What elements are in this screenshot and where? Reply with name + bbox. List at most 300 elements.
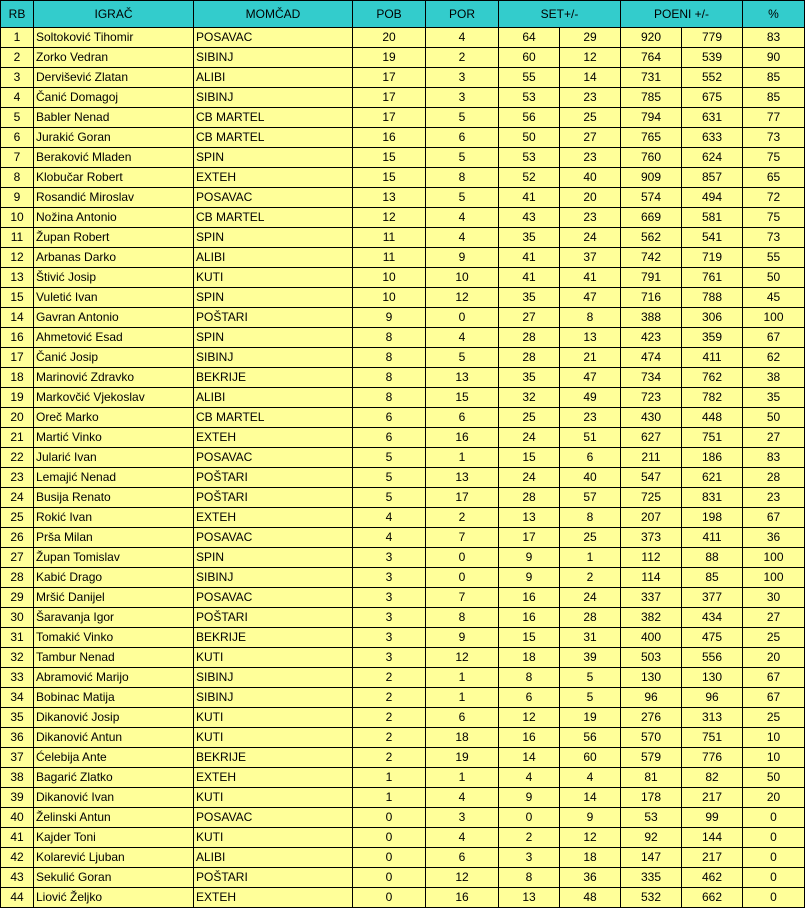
cell-sets-lost: 23 (560, 148, 621, 168)
cell-sets-lost: 14 (560, 788, 621, 808)
cell-sets-won: 9 (499, 568, 560, 588)
cell-team: POSAVAC (194, 808, 353, 828)
cell-percent: 67 (743, 688, 805, 708)
cell-player: Šaravanja Igor (34, 608, 194, 628)
cell-points-lost: 411 (682, 528, 743, 548)
cell-wins: 4 (353, 508, 426, 528)
cell-points-lost: 633 (682, 128, 743, 148)
cell-points-won: 400 (621, 628, 682, 648)
table-row (1, 808, 805, 828)
cell-points-won: 785 (621, 88, 682, 108)
cell-wins: 3 (353, 568, 426, 588)
cell-player: Tambur Nenad (34, 648, 194, 668)
cell-losses: 3 (426, 808, 499, 828)
table-row (1, 328, 805, 348)
table-row (1, 68, 805, 88)
cell-rank: 36 (1, 728, 34, 748)
cell-team: POSAVAC (194, 448, 353, 468)
cell-losses: 5 (426, 188, 499, 208)
cell-player: Jurakić Goran (34, 128, 194, 148)
cell-sets-lost: 9 (560, 808, 621, 828)
cell-wins: 15 (353, 148, 426, 168)
cell-rank: 10 (1, 208, 34, 228)
cell-wins: 3 (353, 548, 426, 568)
cell-sets-won: 53 (499, 88, 560, 108)
cell-team: EXTEH (194, 768, 353, 788)
cell-team: SPIN (194, 288, 353, 308)
cell-team: SPIN (194, 328, 353, 348)
cell-player: Lemajić Nenad (34, 468, 194, 488)
cell-sets-won: 15 (499, 628, 560, 648)
cell-sets-lost: 36 (560, 868, 621, 888)
table-row (1, 868, 805, 888)
cell-percent: 25 (743, 628, 805, 648)
cell-points-won: 791 (621, 268, 682, 288)
cell-percent: 67 (743, 668, 805, 688)
cell-team: KUTI (194, 788, 353, 808)
cell-points-won: 92 (621, 828, 682, 848)
cell-sets-won: 3 (499, 848, 560, 868)
cell-points-lost: 788 (682, 288, 743, 308)
cell-points-lost: 675 (682, 88, 743, 108)
cell-sets-won: 56 (499, 108, 560, 128)
header-percent: % (743, 1, 805, 28)
cell-sets-lost: 1 (560, 548, 621, 568)
cell-sets-lost: 51 (560, 428, 621, 448)
cell-percent: 50 (743, 768, 805, 788)
cell-wins: 20 (353, 28, 426, 48)
cell-rank: 44 (1, 888, 34, 908)
cell-points-lost: 475 (682, 628, 743, 648)
cell-wins: 8 (353, 348, 426, 368)
cell-percent: 20 (743, 648, 805, 668)
table-row (1, 368, 805, 388)
cell-player: Dikanović Ivan (34, 788, 194, 808)
cell-player: Bagarić Zlatko (34, 768, 194, 788)
table-row (1, 408, 805, 428)
cell-wins: 0 (353, 848, 426, 868)
table-row (1, 288, 805, 308)
cell-points-lost: 719 (682, 248, 743, 268)
cell-rank: 25 (1, 508, 34, 528)
cell-points-won: 276 (621, 708, 682, 728)
cell-rank: 27 (1, 548, 34, 568)
cell-losses: 7 (426, 588, 499, 608)
cell-sets-lost: 41 (560, 268, 621, 288)
cell-losses: 0 (426, 548, 499, 568)
cell-wins: 12 (353, 208, 426, 228)
cell-wins: 16 (353, 128, 426, 148)
cell-sets-won: 16 (499, 588, 560, 608)
cell-points-won: 734 (621, 368, 682, 388)
cell-team: BEKRIJE (194, 628, 353, 648)
table-row (1, 748, 805, 768)
table-row (1, 388, 805, 408)
cell-rank: 37 (1, 748, 34, 768)
table-row (1, 488, 805, 508)
cell-points-won: 211 (621, 448, 682, 468)
cell-sets-lost: 31 (560, 628, 621, 648)
table-row (1, 28, 805, 48)
cell-wins: 5 (353, 488, 426, 508)
cell-points-lost: 99 (682, 808, 743, 828)
cell-rank: 7 (1, 148, 34, 168)
cell-team: SPIN (194, 548, 353, 568)
cell-wins: 2 (353, 728, 426, 748)
cell-rank: 34 (1, 688, 34, 708)
cell-percent: 0 (743, 848, 805, 868)
cell-rank: 2 (1, 48, 34, 68)
table-row (1, 268, 805, 288)
cell-sets-won: 50 (499, 128, 560, 148)
cell-points-lost: 541 (682, 228, 743, 248)
cell-points-won: 794 (621, 108, 682, 128)
cell-sets-lost: 19 (560, 708, 621, 728)
cell-points-lost: 377 (682, 588, 743, 608)
cell-points-won: 909 (621, 168, 682, 188)
cell-sets-won: 2 (499, 828, 560, 848)
cell-sets-lost: 40 (560, 468, 621, 488)
cell-rank: 32 (1, 648, 34, 668)
cell-sets-lost: 40 (560, 168, 621, 188)
cell-percent: 85 (743, 88, 805, 108)
cell-sets-lost: 28 (560, 608, 621, 628)
cell-player: Busija Renato (34, 488, 194, 508)
cell-player: Oreč Marko (34, 408, 194, 428)
cell-percent: 72 (743, 188, 805, 208)
table-row (1, 108, 805, 128)
cell-rank: 11 (1, 228, 34, 248)
cell-points-lost: 662 (682, 888, 743, 908)
cell-player: Beraković Mladen (34, 148, 194, 168)
cell-sets-lost: 8 (560, 508, 621, 528)
cell-losses: 3 (426, 68, 499, 88)
cell-wins: 2 (353, 688, 426, 708)
cell-wins: 5 (353, 468, 426, 488)
cell-points-lost: 313 (682, 708, 743, 728)
cell-sets-won: 4 (499, 768, 560, 788)
cell-wins: 19 (353, 48, 426, 68)
cell-sets-won: 35 (499, 368, 560, 388)
cell-wins: 17 (353, 68, 426, 88)
cell-sets-lost: 48 (560, 888, 621, 908)
table-row (1, 548, 805, 568)
table-row (1, 708, 805, 728)
cell-wins: 0 (353, 808, 426, 828)
cell-rank: 33 (1, 668, 34, 688)
table-row (1, 628, 805, 648)
cell-losses: 8 (426, 168, 499, 188)
cell-points-won: 130 (621, 668, 682, 688)
cell-player: Rokić Ivan (34, 508, 194, 528)
cell-losses: 13 (426, 468, 499, 488)
table-row (1, 128, 805, 148)
cell-points-lost: 448 (682, 408, 743, 428)
cell-player: Rosandić Miroslav (34, 188, 194, 208)
cell-percent: 0 (743, 868, 805, 888)
cell-points-lost: 751 (682, 428, 743, 448)
cell-rank: 12 (1, 248, 34, 268)
cell-points-lost: 82 (682, 768, 743, 788)
cell-points-lost: 306 (682, 308, 743, 328)
cell-points-won: 474 (621, 348, 682, 368)
cell-sets-won: 18 (499, 648, 560, 668)
cell-points-lost: 198 (682, 508, 743, 528)
cell-percent: 67 (743, 328, 805, 348)
cell-sets-won: 28 (499, 328, 560, 348)
cell-team: ALIBI (194, 848, 353, 868)
cell-losses: 8 (426, 608, 499, 628)
cell-percent: 65 (743, 168, 805, 188)
cell-sets-won: 27 (499, 308, 560, 328)
cell-wins: 3 (353, 628, 426, 648)
cell-losses: 5 (426, 108, 499, 128)
table-row (1, 888, 805, 908)
header-player: IGRAČ (34, 1, 194, 28)
cell-losses: 5 (426, 348, 499, 368)
cell-points-lost: 761 (682, 268, 743, 288)
cell-rank: 1 (1, 28, 34, 48)
cell-points-won: 579 (621, 748, 682, 768)
table-row (1, 668, 805, 688)
cell-rank: 24 (1, 488, 34, 508)
cell-points-won: 114 (621, 568, 682, 588)
cell-wins: 10 (353, 288, 426, 308)
cell-rank: 26 (1, 528, 34, 548)
cell-percent: 0 (743, 828, 805, 848)
cell-points-lost: 556 (682, 648, 743, 668)
cell-rank: 43 (1, 868, 34, 888)
cell-team: EXTEH (194, 508, 353, 528)
cell-team: POŠTARI (194, 468, 353, 488)
cell-losses: 5 (426, 148, 499, 168)
cell-points-won: 430 (621, 408, 682, 428)
cell-wins: 0 (353, 868, 426, 888)
cell-sets-won: 32 (499, 388, 560, 408)
cell-losses: 3 (426, 88, 499, 108)
cell-player: Dikanović Antun (34, 728, 194, 748)
cell-sets-lost: 23 (560, 88, 621, 108)
cell-rank: 19 (1, 388, 34, 408)
cell-sets-lost: 27 (560, 128, 621, 148)
cell-wins: 1 (353, 768, 426, 788)
cell-rank: 13 (1, 268, 34, 288)
table-row (1, 648, 805, 668)
cell-points-lost: 88 (682, 548, 743, 568)
cell-points-lost: 776 (682, 748, 743, 768)
cell-rank: 23 (1, 468, 34, 488)
cell-losses: 19 (426, 748, 499, 768)
cell-player: Čanić Josip (34, 348, 194, 368)
cell-percent: 0 (743, 808, 805, 828)
cell-wins: 0 (353, 888, 426, 908)
cell-sets-won: 53 (499, 148, 560, 168)
cell-points-won: 337 (621, 588, 682, 608)
cell-points-won: 570 (621, 728, 682, 748)
cell-percent: 75 (743, 148, 805, 168)
cell-points-lost: 494 (682, 188, 743, 208)
cell-wins: 2 (353, 668, 426, 688)
cell-player: Želinski Antun (34, 808, 194, 828)
cell-percent: 83 (743, 448, 805, 468)
cell-player: Štivić Josip (34, 268, 194, 288)
cell-points-lost: 462 (682, 868, 743, 888)
cell-rank: 30 (1, 608, 34, 628)
table-row (1, 148, 805, 168)
cell-sets-lost: 2 (560, 568, 621, 588)
cell-team: KUTI (194, 268, 353, 288)
cell-losses: 0 (426, 308, 499, 328)
cell-player: Vuletić Ivan (34, 288, 194, 308)
cell-sets-lost: 21 (560, 348, 621, 368)
cell-losses: 12 (426, 648, 499, 668)
cell-percent: 100 (743, 568, 805, 588)
cell-player: Prša Milan (34, 528, 194, 548)
cell-wins: 0 (353, 828, 426, 848)
cell-team: POSAVAC (194, 28, 353, 48)
cell-sets-lost: 47 (560, 368, 621, 388)
cell-points-won: 147 (621, 848, 682, 868)
table-row (1, 308, 805, 328)
cell-losses: 9 (426, 628, 499, 648)
cell-points-lost: 85 (682, 568, 743, 588)
cell-team: KUTI (194, 728, 353, 748)
cell-player: Ahmetović Esad (34, 328, 194, 348)
cell-sets-won: 41 (499, 268, 560, 288)
cell-percent: 90 (743, 48, 805, 68)
table-row (1, 88, 805, 108)
cell-points-lost: 581 (682, 208, 743, 228)
header-losses: POR (426, 1, 499, 28)
cell-points-won: 178 (621, 788, 682, 808)
header-rb: RB (1, 1, 34, 28)
cell-team: SIBINJ (194, 48, 353, 68)
cell-team: POŠTARI (194, 308, 353, 328)
cell-team: ALIBI (194, 68, 353, 88)
cell-percent: 100 (743, 308, 805, 328)
cell-losses: 4 (426, 828, 499, 848)
cell-points-lost: 857 (682, 168, 743, 188)
cell-losses: 7 (426, 528, 499, 548)
cell-percent: 27 (743, 428, 805, 448)
cell-sets-lost: 39 (560, 648, 621, 668)
cell-wins: 6 (353, 408, 426, 428)
cell-losses: 12 (426, 288, 499, 308)
cell-losses: 2 (426, 508, 499, 528)
cell-player: Arbanas Darko (34, 248, 194, 268)
cell-team: EXTEH (194, 888, 353, 908)
cell-losses: 6 (426, 408, 499, 428)
cell-sets-lost: 23 (560, 408, 621, 428)
cell-sets-lost: 5 (560, 668, 621, 688)
cell-points-won: 760 (621, 148, 682, 168)
cell-sets-won: 55 (499, 68, 560, 88)
cell-losses: 4 (426, 328, 499, 348)
cell-losses: 13 (426, 368, 499, 388)
cell-wins: 9 (353, 308, 426, 328)
cell-points-won: 765 (621, 128, 682, 148)
cell-points-lost: 539 (682, 48, 743, 68)
cell-percent: 36 (743, 528, 805, 548)
cell-points-won: 532 (621, 888, 682, 908)
cell-team: SIBINJ (194, 688, 353, 708)
cell-points-won: 742 (621, 248, 682, 268)
cell-losses: 15 (426, 388, 499, 408)
cell-points-won: 574 (621, 188, 682, 208)
cell-rank: 40 (1, 808, 34, 828)
cell-team: KUTI (194, 648, 353, 668)
cell-player: Župan Robert (34, 228, 194, 248)
cell-sets-won: 35 (499, 228, 560, 248)
cell-wins: 13 (353, 188, 426, 208)
cell-points-won: 373 (621, 528, 682, 548)
cell-points-won: 764 (621, 48, 682, 68)
cell-points-lost: 631 (682, 108, 743, 128)
cell-sets-won: 24 (499, 428, 560, 448)
cell-player: Klobučar Robert (34, 168, 194, 188)
cell-percent: 73 (743, 228, 805, 248)
cell-points-lost: 96 (682, 688, 743, 708)
cell-points-lost: 144 (682, 828, 743, 848)
cell-points-lost: 779 (682, 28, 743, 48)
cell-player: Zorko Vedran (34, 48, 194, 68)
cell-percent: 35 (743, 388, 805, 408)
cell-player: Gavran Antonio (34, 308, 194, 328)
cell-rank: 15 (1, 288, 34, 308)
cell-sets-won: 8 (499, 868, 560, 888)
cell-sets-won: 28 (499, 348, 560, 368)
cell-rank: 20 (1, 408, 34, 428)
cell-player: Babler Nenad (34, 108, 194, 128)
cell-percent: 73 (743, 128, 805, 148)
cell-team: KUTI (194, 708, 353, 728)
cell-percent: 45 (743, 288, 805, 308)
header-points: POENI +/- (621, 1, 743, 28)
cell-sets-lost: 29 (560, 28, 621, 48)
cell-sets-won: 13 (499, 888, 560, 908)
cell-player: Jularić Ivan (34, 448, 194, 468)
cell-losses: 1 (426, 688, 499, 708)
cell-sets-lost: 18 (560, 848, 621, 868)
cell-sets-lost: 12 (560, 48, 621, 68)
cell-percent: 28 (743, 468, 805, 488)
cell-sets-lost: 12 (560, 828, 621, 848)
cell-player: Kolarević Ljuban (34, 848, 194, 868)
cell-losses: 1 (426, 668, 499, 688)
cell-rank: 6 (1, 128, 34, 148)
cell-sets-lost: 24 (560, 588, 621, 608)
cell-team: SIBINJ (194, 348, 353, 368)
cell-sets-won: 25 (499, 408, 560, 428)
cell-percent: 77 (743, 108, 805, 128)
cell-sets-lost: 60 (560, 748, 621, 768)
cell-team: CB MARTEL (194, 128, 353, 148)
cell-percent: 83 (743, 28, 805, 48)
cell-player: Abramović Marijo (34, 668, 194, 688)
cell-rank: 35 (1, 708, 34, 728)
cell-player: Tomakić Vinko (34, 628, 194, 648)
cell-points-lost: 751 (682, 728, 743, 748)
cell-rank: 4 (1, 88, 34, 108)
cell-points-lost: 217 (682, 848, 743, 868)
cell-sets-lost: 49 (560, 388, 621, 408)
cell-wins: 6 (353, 428, 426, 448)
cell-sets-won: 17 (499, 528, 560, 548)
cell-points-lost: 552 (682, 68, 743, 88)
cell-sets-lost: 25 (560, 528, 621, 548)
cell-team: POSAVAC (194, 528, 353, 548)
cell-team: SPIN (194, 148, 353, 168)
